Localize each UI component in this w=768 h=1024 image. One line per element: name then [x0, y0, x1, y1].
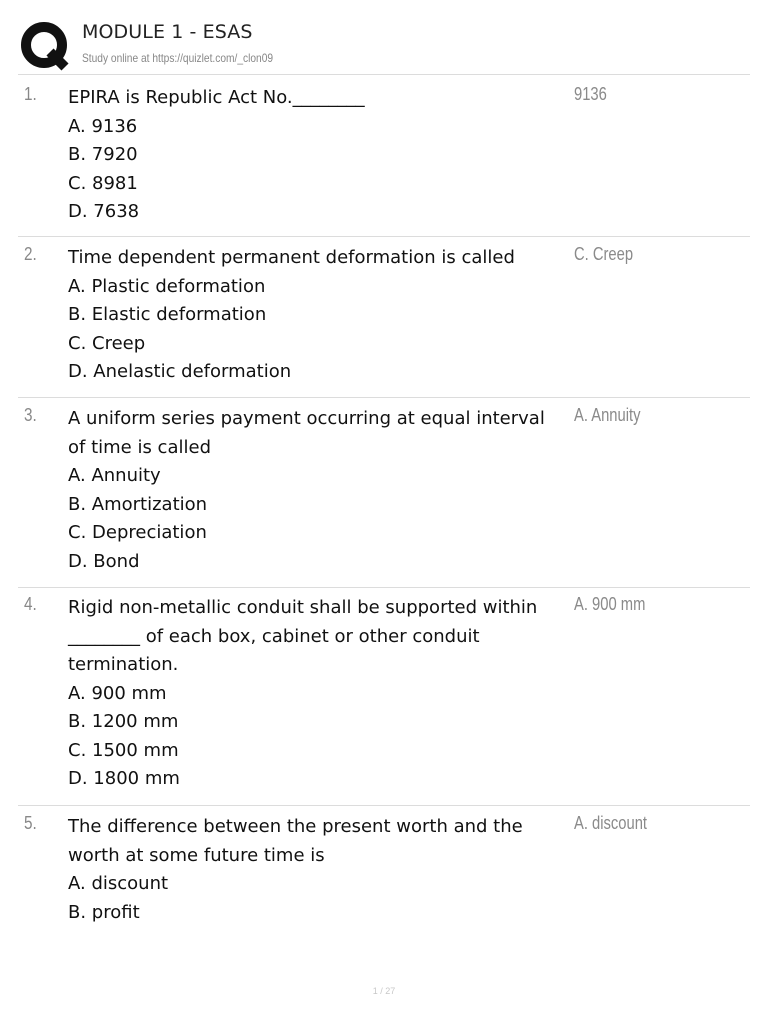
- card-question: [68, 244, 568, 387]
- question-line: The difference between the present worth and the: [68, 816, 523, 837]
- choice-c: C. 1500 mm: [68, 739, 179, 761]
- choice-a: A. 9136: [68, 115, 138, 137]
- card-number: 4.: [24, 594, 37, 614]
- choice-b: B. Elastic deformation: [68, 304, 267, 325]
- card-number: 3.: [24, 405, 37, 425]
- choice-c: C. 8981: [68, 172, 138, 194]
- card-answer: 9136: [574, 84, 607, 104]
- question-line: Time dependent permanent deformation is called: [68, 247, 515, 268]
- divider: [18, 397, 750, 398]
- question-line: worth at some future time is: [68, 844, 325, 866]
- choice-d: D. 7638: [68, 201, 140, 222]
- question-line: termination.: [68, 654, 179, 675]
- card-question: [68, 405, 568, 576]
- choice-c: C. Depreciation: [68, 522, 207, 543]
- card-question: [68, 84, 568, 227]
- document-title: MODULE 1 - ESAS: [82, 21, 253, 43]
- question-line: EPIRA is Republic Act No.________: [68, 87, 365, 108]
- card-answer: A. discount: [574, 813, 648, 833]
- card-answer: A. 900 mm: [574, 594, 646, 614]
- choice-a: A. Plastic deformation: [68, 275, 266, 297]
- page-indicator: 1 / 27: [372, 986, 396, 996]
- choice-d: D. Bond: [68, 550, 140, 572]
- question-line: A uniform series payment occurring at equal interval: [68, 408, 545, 429]
- choice-d: D. Anelastic deformation: [68, 361, 292, 382]
- card-number: 5.: [24, 813, 37, 833]
- card-question: [68, 594, 568, 794]
- question-line: ________ of each box, cabinet or other conduit: [68, 625, 480, 647]
- divider: [18, 805, 750, 806]
- choice-b: B. profit: [68, 901, 140, 923]
- choice-b: B. Amortization: [68, 493, 208, 515]
- card-question: [68, 813, 568, 927]
- quizlet-logo-icon: [20, 21, 70, 71]
- divider: [18, 587, 750, 588]
- divider: [18, 74, 750, 75]
- choice-a: A. Annuity: [68, 465, 161, 486]
- choice-d: D. 1800 mm: [68, 768, 180, 789]
- choice-c: C. Creep: [68, 332, 146, 354]
- divider: [18, 236, 750, 237]
- card-number: 1.: [24, 84, 37, 104]
- choice-b: B. 7920: [68, 144, 138, 165]
- document-header: [18, 18, 750, 74]
- question-line: Rigid non-metallic conduit shall be supported within: [68, 597, 538, 618]
- study-online-link[interactable]: Study online at https://quizlet.com/_clon09: [82, 51, 274, 65]
- card-number: 2.: [24, 244, 37, 264]
- card-answer: C. Creep: [574, 244, 634, 264]
- choice-a: A. 900 mm: [68, 682, 167, 704]
- choice-b: B. 1200 mm: [68, 711, 179, 732]
- choice-a: A. discount: [68, 873, 169, 894]
- card-answer: A. Annuity: [574, 405, 641, 425]
- question-line: of time is called: [68, 436, 211, 458]
